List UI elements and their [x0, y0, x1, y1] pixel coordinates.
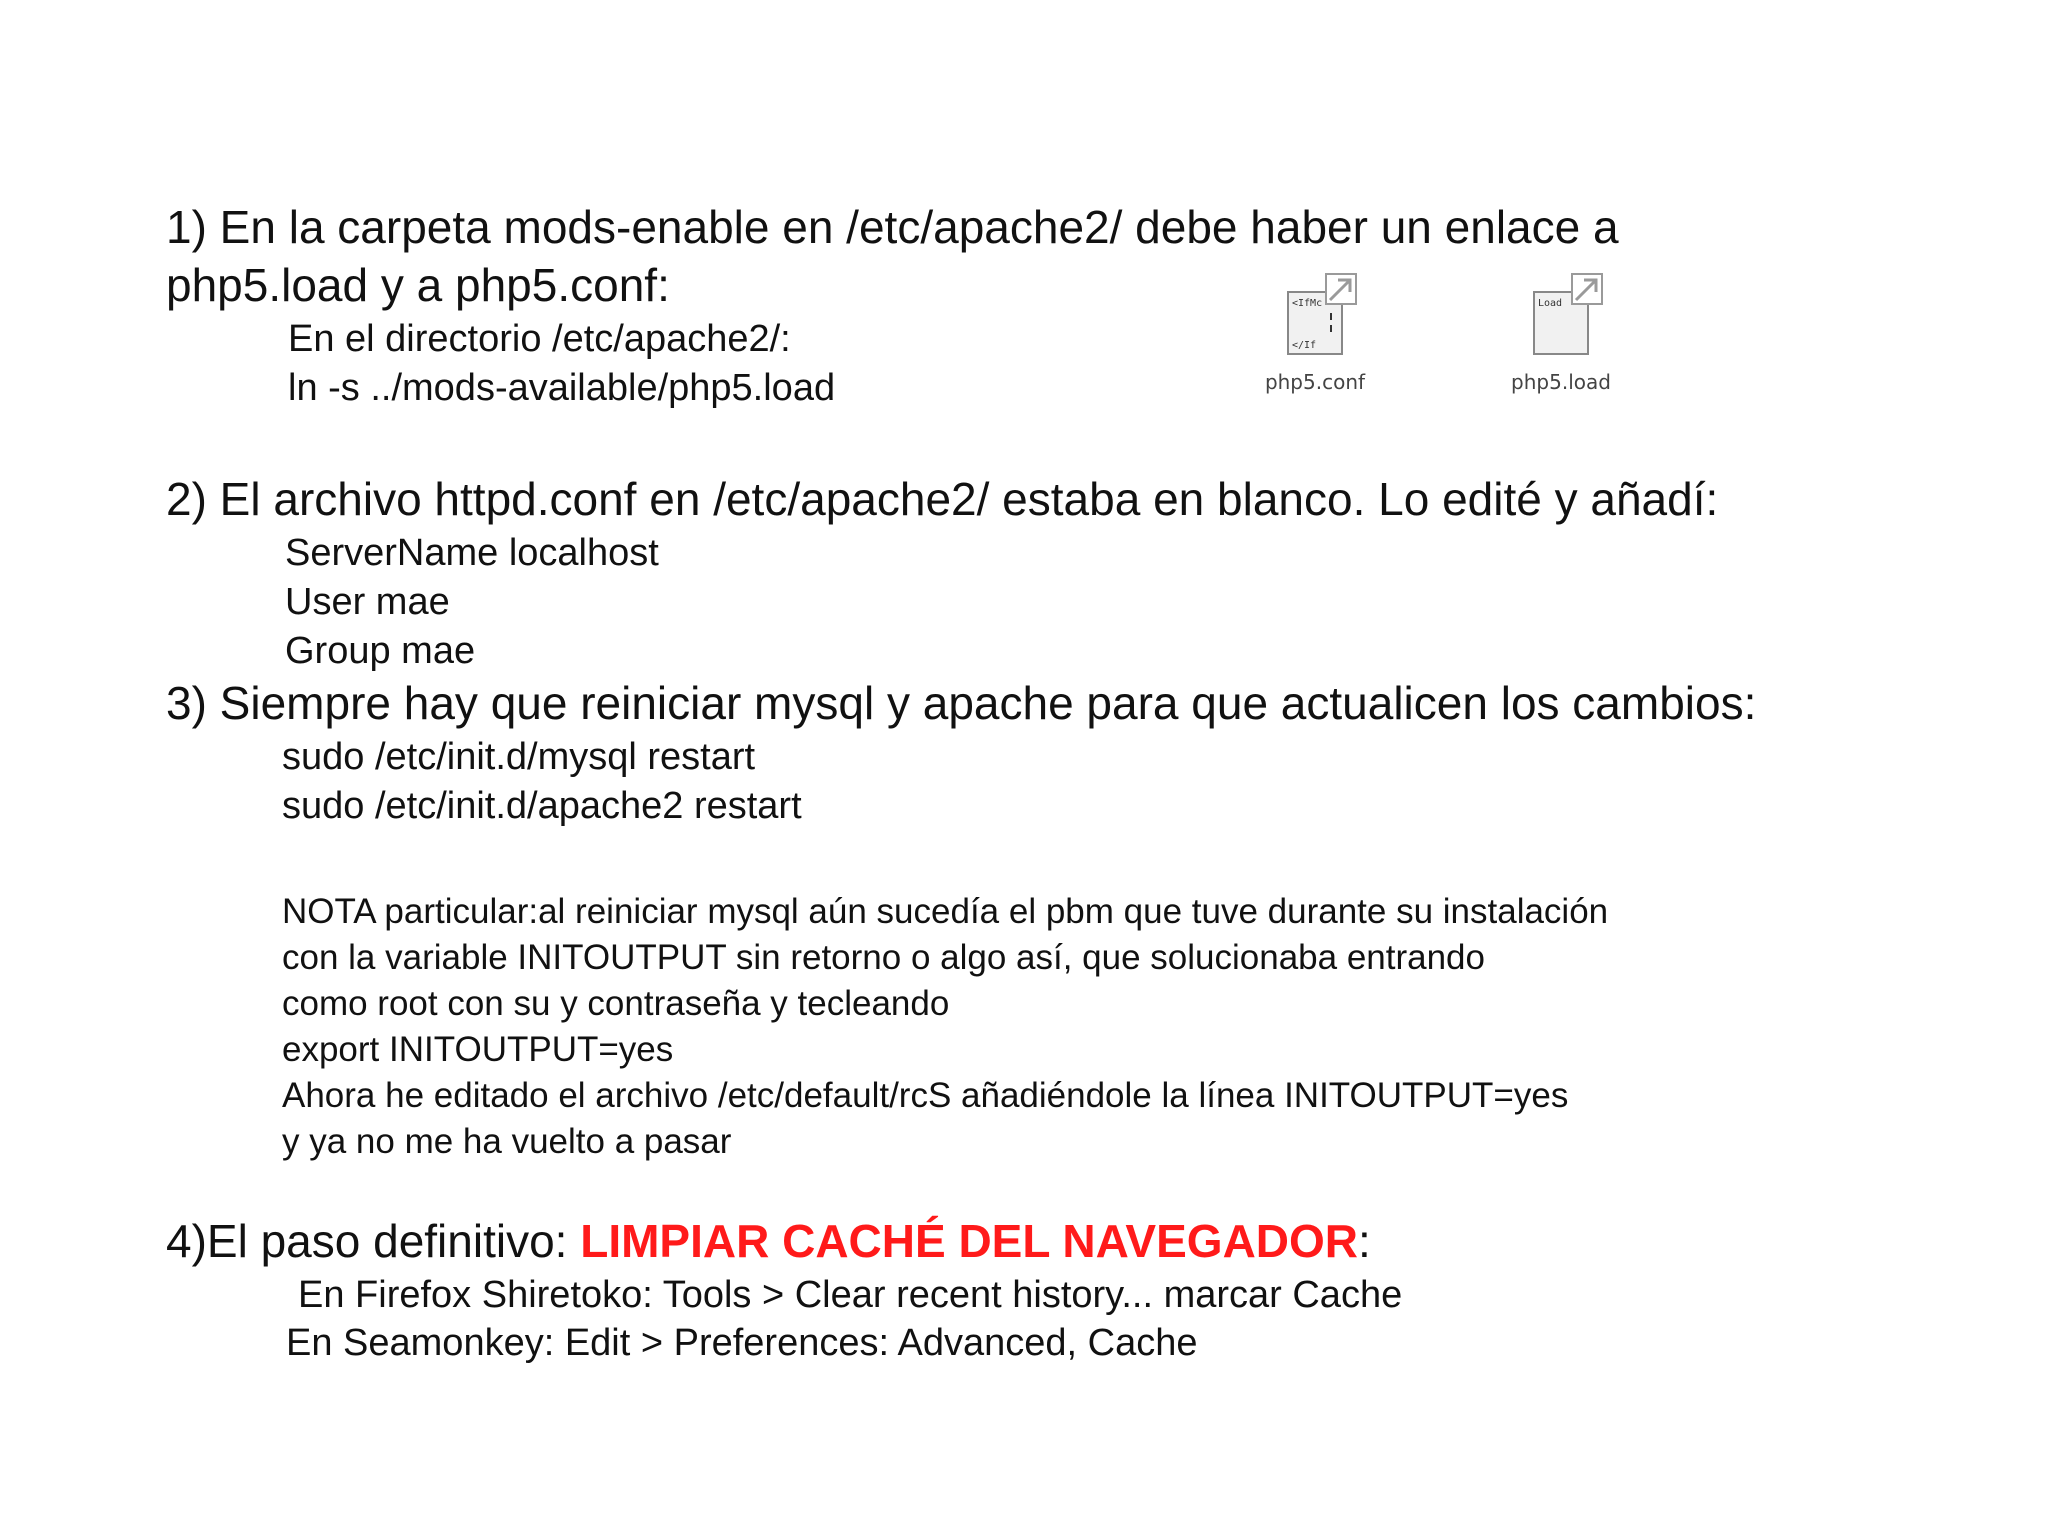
step3-line-mysql: sudo /etc/init.d/mysql restart	[282, 736, 756, 778]
file-link-icon	[1516, 272, 1606, 364]
step3-heading: 3) Siempre hay que reiniciar mysql y apache para que actualicen los cambios:	[166, 677, 1757, 729]
note-line-4: export INITOUTPUT=yes	[282, 1030, 674, 1069]
step2-line-user: User mae	[285, 581, 450, 623]
step4-heading-suffix: :	[1358, 1215, 1371, 1267]
php5-load-file[interactable]	[1496, 272, 1626, 394]
step1-heading-line1: 1) En la carpeta mods-enable en /etc/apache2/ debe haber un enlace a	[166, 201, 1619, 253]
note-line-3: como root con su y contraseña y tecleando	[282, 984, 950, 1023]
php5-conf-file[interactable]	[1250, 272, 1380, 394]
note-line-2: con la variable INITOUTPUT sin retorno o algo así, que solucionaba entrando	[282, 938, 1485, 977]
file-preview-bottom: </If	[1292, 340, 1317, 351]
step4-heading-prefix: 4)El paso definitivo:	[166, 1215, 581, 1267]
step4-line-seamonkey: En Seamonkey: Edit > Preferences: Advanced, Cache	[286, 1322, 1198, 1364]
step1-heading-line2: php5.load y a php5.conf:	[166, 259, 670, 311]
step4-line-firefox: En Firefox Shiretoko: Tools > Clear recent history... marcar Cache	[298, 1274, 1403, 1316]
note-line-1: NOTA particular:al reiniciar mysql aún sucedía el pbm que tuve durante su instalación	[282, 892, 1609, 931]
file-preview-top: Load	[1538, 298, 1563, 309]
step2-line-group: Group mae	[285, 630, 476, 672]
step1-sub-line1: En el directorio /etc/apache2/:	[288, 318, 791, 360]
step4-heading	[166, 1215, 1371, 1267]
php5-load-label: php5.load	[1511, 370, 1611, 394]
step3-line-apache: sudo /etc/init.d/apache2 restart	[282, 785, 802, 827]
step1-sub-line2: ln -s ../mods-available/php5.load	[288, 367, 836, 409]
step2-heading: 2) El archivo httpd.conf en /etc/apache2/ estaba en blanco. Lo edité y añadí:	[166, 473, 1719, 525]
step2-line-servername: ServerName localhost	[285, 532, 659, 574]
file-link-icon	[1270, 272, 1360, 364]
note-line-6: y ya no me ha vuelto a pasar	[282, 1122, 732, 1161]
note-line-5: Ahora he editado el archivo /etc/default/rcS añadiéndole la línea INITOUTPUT=yes	[282, 1076, 1569, 1115]
file-preview-top: <IfMc	[1292, 298, 1323, 309]
step4-heading-highlight: LIMPIAR CACHÉ DEL NAVEGADOR	[580, 1215, 1359, 1267]
php5-conf-label: php5.conf	[1264, 370, 1366, 394]
